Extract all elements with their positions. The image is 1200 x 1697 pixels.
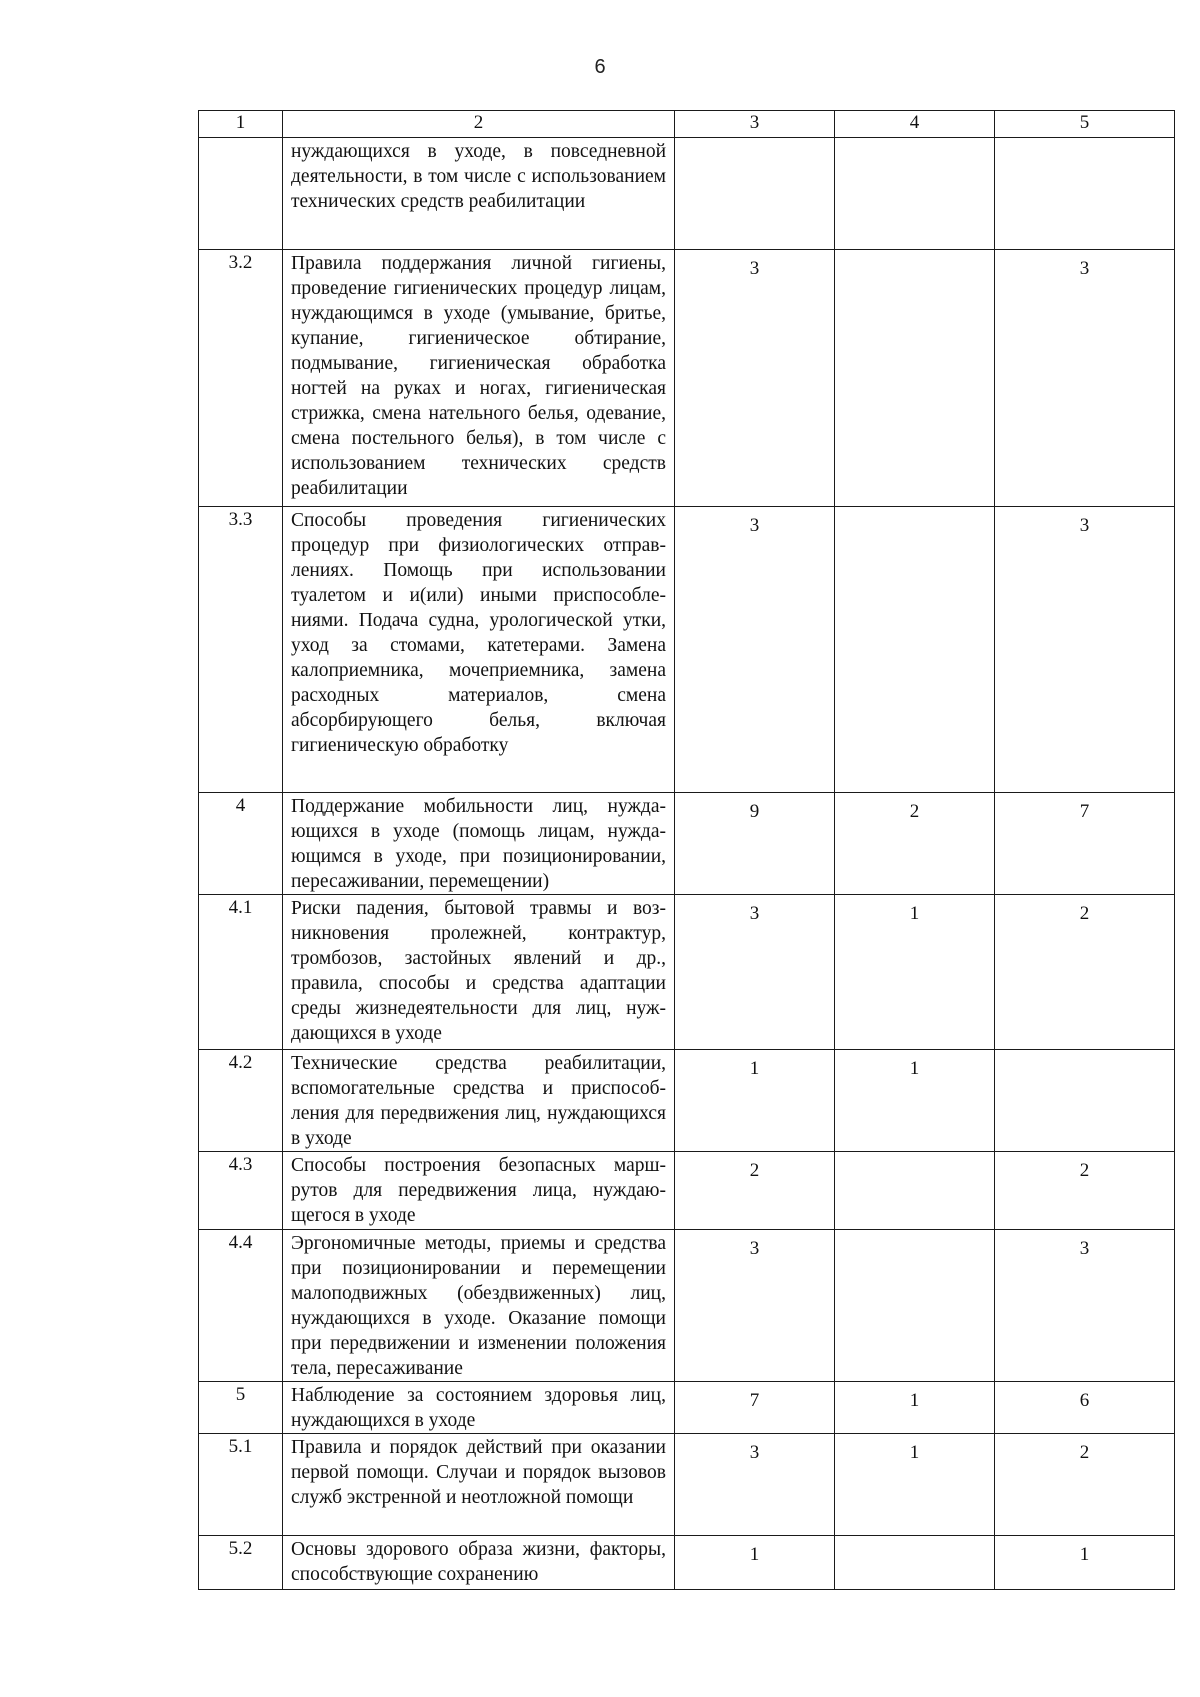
row-practice-hours: 2 [995, 1434, 1175, 1536]
table-row [199, 250, 1175, 507]
row-number: 3.3 [199, 507, 283, 793]
header-cell-1: 1 [199, 111, 283, 138]
table-row [199, 793, 1175, 895]
row-theory-hours: 1 [835, 895, 995, 1050]
row-practice-hours [995, 1050, 1175, 1152]
row-theory-hours [835, 1152, 995, 1230]
row-theory-hours [835, 138, 995, 250]
row-total-hours: 3 [675, 895, 835, 1050]
row-number: 4.1 [199, 895, 283, 1050]
row-total-hours: 1 [675, 1050, 835, 1152]
row-topic: Способы проведения гигиенических процедур при физиологических отправлениях. Помощь при использовании туалетом и и(или) иными приспособлениями. Подача судна, урологической утки, уход за стомами, катетерами. Замена калоприемника, мочеприемника, замена расходных материалов, смена абсорбирующего белья, включая гигиеническую обработку [283, 507, 675, 793]
row-topic: Способы построения безопасных маршрутов для передвижения лица, нуждающегося в уходе [283, 1152, 675, 1230]
row-practice-hours: 3 [995, 1230, 1175, 1382]
row-topic: Правила и порядок действий при оказании первой помощи. Случаи и порядок вызовов служб экстренной и неотложной помощи [283, 1434, 675, 1536]
table-row [199, 1230, 1175, 1382]
row-number: 4.2 [199, 1050, 283, 1152]
row-practice-hours: 7 [995, 793, 1175, 895]
row-theory-hours: 1 [835, 1050, 995, 1152]
row-theory-hours [835, 1230, 995, 1382]
row-total-hours: 7 [675, 1382, 835, 1434]
row-total-hours: 3 [675, 507, 835, 793]
table-header-row [199, 111, 1175, 138]
row-topic: Риски падения, бытовой травмы и возникновения пролежней, контрактур, тромбозов, застойных явлений и др., правила, способы и средства адаптации среды жизнедеятельности для лиц, нуждающихся в уходе [283, 895, 675, 1050]
row-total-hours: 3 [675, 250, 835, 507]
row-theory-hours [835, 250, 995, 507]
row-number: 3.2 [199, 250, 283, 507]
row-practice-hours: 2 [995, 895, 1175, 1050]
table-row [199, 895, 1175, 1050]
row-number: 5.2 [199, 1536, 283, 1590]
table-row [199, 138, 1175, 250]
header-cell-5: 5 [995, 111, 1175, 138]
row-topic: нуждающихся в уходе, в повседневной деятельности, в том числе с использованием технических средств реабилитации [283, 138, 675, 250]
row-theory-hours [835, 1536, 995, 1590]
row-topic: Эргономичные методы, приемы и средства при позиционировании и перемещении малоподвижных (обездвиженных) лиц, нуждающихся в уходе. Оказание помощи при передвижении и изменении положения тела, пересаживание [283, 1230, 675, 1382]
row-theory-hours: 1 [835, 1434, 995, 1536]
row-topic: Правила поддержания личной гигиены, проведение гигиенических процедур лицам, нуждающимся в уходе (умывание, бритье, купание, гигиеническое обтирание, подмывание, гигиеническая обработка ногтей на руках и ногах, гигиеническая стрижка, смена нательного белья, одевание, смена постельного белья), в том числе с использованием технических средств реабилитации [283, 250, 675, 507]
table-row [199, 1152, 1175, 1230]
row-total-hours: 3 [675, 1230, 835, 1382]
page-number: 6 [594, 56, 606, 78]
row-number [199, 138, 283, 250]
table-row [199, 507, 1175, 793]
row-total-hours [675, 138, 835, 250]
row-practice-hours: 2 [995, 1152, 1175, 1230]
row-total-hours: 1 [675, 1536, 835, 1590]
header-cell-3: 3 [675, 111, 835, 138]
table-row [199, 1050, 1175, 1152]
row-practice-hours [995, 138, 1175, 250]
table-row [199, 1382, 1175, 1434]
row-number: 5 [199, 1382, 283, 1434]
row-number: 4.3 [199, 1152, 283, 1230]
row-topic: Основы здорового образа жизни, факторы, способствующие сохранению [283, 1536, 675, 1590]
table-row [199, 1536, 1175, 1590]
table-row [199, 1434, 1175, 1536]
curriculum-table [198, 110, 1175, 1590]
header-cell-4: 4 [835, 111, 995, 138]
row-theory-hours: 1 [835, 1382, 995, 1434]
row-total-hours: 9 [675, 793, 835, 895]
row-practice-hours: 6 [995, 1382, 1175, 1434]
row-theory-hours [835, 507, 995, 793]
row-total-hours: 3 [675, 1434, 835, 1536]
row-topic: Технические средства реабилитации, вспомогательные средства и приспособления для передвижения лиц, нуждающихся в уходе [283, 1050, 675, 1152]
row-topic: Наблюдение за состоянием здоровья лиц, нуждающихся в уходе [283, 1382, 675, 1434]
row-practice-hours: 3 [995, 507, 1175, 793]
row-practice-hours: 1 [995, 1536, 1175, 1590]
row-practice-hours: 3 [995, 250, 1175, 507]
row-number: 4 [199, 793, 283, 895]
row-theory-hours: 2 [835, 793, 995, 895]
row-number: 4.4 [199, 1230, 283, 1382]
row-number: 5.1 [199, 1434, 283, 1536]
row-topic: Поддержание мобильности лиц, нуждающихся в уходе (помощь лицам, нуждающимся в уходе, при позиционировании, пересаживании, перемещении) [283, 793, 675, 895]
header-cell-2: 2 [283, 111, 675, 138]
row-total-hours: 2 [675, 1152, 835, 1230]
